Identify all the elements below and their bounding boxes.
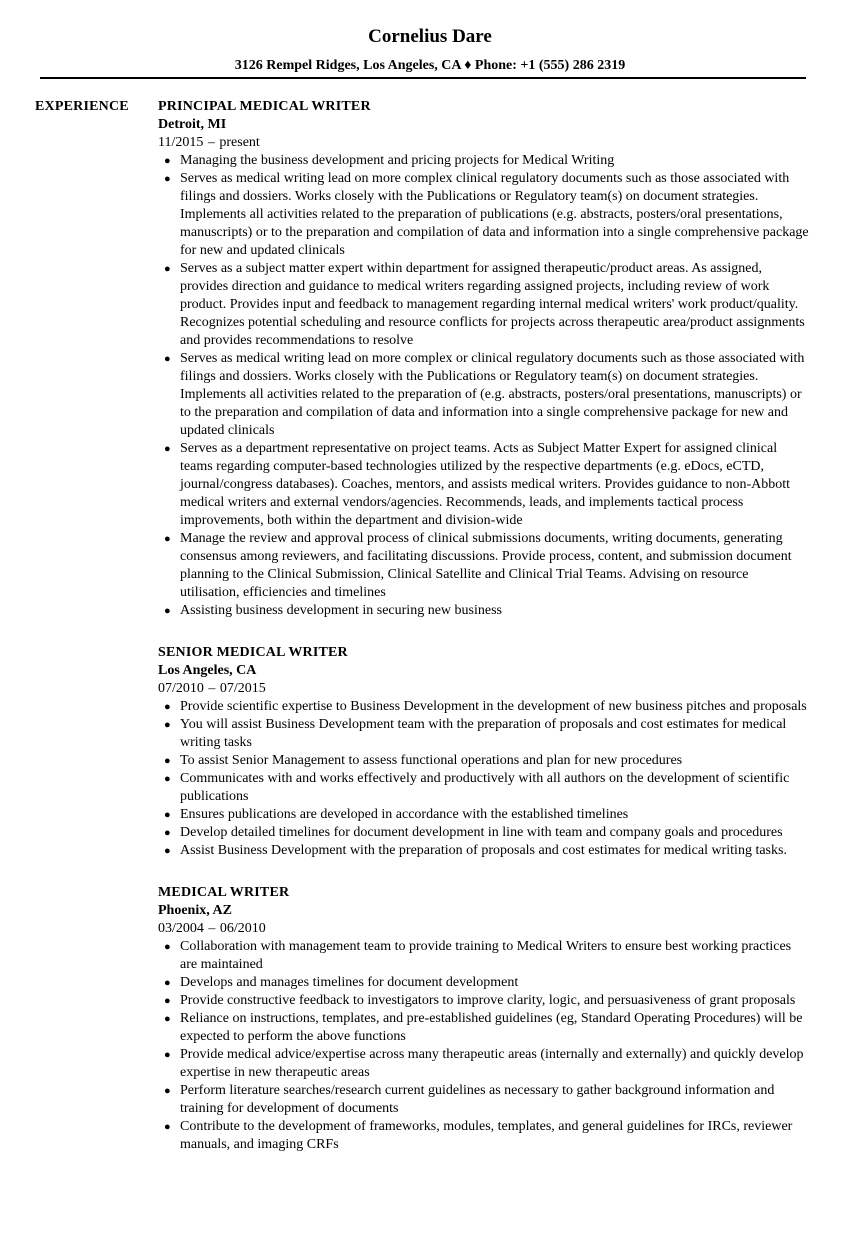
- bullet-text: Serves as a subject matter expert within department for assigned therapeutic/product areas. As assigned, provides direction and guidance to medical writers regarding assigned projects, including review of work product. Provides input and feedback to management regarding internal medical writers' work product/quality. Recognizes potential scheduling and resource conflicts for projects across therapeutic area/product assignments and provides recommendations to resolve: [180, 261, 805, 348]
- bullet-icon: ●: [164, 827, 171, 839]
- bullet-icon: ●: [164, 173, 171, 185]
- bullet-text: Develops and manages timelines for document development: [180, 975, 519, 990]
- bullet-item: [158, 440, 810, 530]
- bullet-item: [158, 770, 810, 806]
- bullet-text: Communicates with and works effectively and productively with all authors on the development of scientific publications: [180, 771, 790, 804]
- bullet-icon: ●: [164, 605, 171, 617]
- bullet-item: [158, 824, 810, 842]
- bullet-text: To assist Senior Management to assess functional operations and plan for new procedures: [180, 753, 683, 768]
- bullet-text: Reliance on instructions, templates, and pre-established guidelines (eg, Standard Operating Procedures) will be expected to perform the above functions: [180, 1011, 803, 1044]
- bullet-icon: ●: [164, 809, 171, 821]
- job-dates: 11/2015 – present: [158, 135, 260, 150]
- bullet-icon: ●: [164, 443, 171, 455]
- bullet-icon: ●: [164, 155, 171, 167]
- job-dates: 07/2010 – 07/2015: [158, 681, 266, 696]
- job-dates: 03/2004 – 06/2010: [158, 921, 266, 936]
- bullet-icon: ●: [164, 719, 171, 731]
- job-bullets: [158, 152, 810, 620]
- bullet-text: Provide medical advice/expertise across many therapeutic areas (internally and externally) and quickly develop expertise in new therapeutic areas: [180, 1047, 804, 1080]
- job-start-date: 07/2010: [158, 681, 204, 696]
- job-entry: [158, 884, 810, 1154]
- bullet-item: [158, 1118, 810, 1154]
- bullet-text: Develop detailed timelines for document development in line with team and company goals and procedures: [180, 825, 783, 840]
- bullet-icon: ●: [164, 941, 171, 953]
- contact-line: [0, 57, 860, 75]
- job-bullets: [158, 698, 810, 860]
- bullet-text: Ensures publications are developed in accordance with the established timelines: [180, 807, 629, 822]
- job-title: PRINCIPAL MEDICAL WRITER: [158, 99, 371, 114]
- bullet-item: [158, 752, 810, 770]
- bullet-item: [158, 938, 810, 974]
- bullet-item: [158, 974, 810, 992]
- bullet-icon: ●: [164, 995, 171, 1007]
- header-divider: [40, 77, 806, 79]
- resume-header: [0, 24, 860, 75]
- bullet-text: Serves as medical writing lead on more complex or clinical regulatory documents such as those associated with filings and dossiers. Works closely with the Publications or Regulatory team(s) on document strategies. Implements all activities related to the preparation of (e.g. abstracts, posters/oral presentations, manuscripts) or to the preparation and compilation of data and information into a single comprehensive package for new and updated clinicals: [180, 351, 805, 438]
- job-entry: [158, 644, 810, 860]
- bullet-text: Serves as a department representative on project teams. Acts as Subject Matter Expert for assigned clinical teams regarding computer-based technologies utilized by the respective departments (e.g. eDocs, eCTD, journal/congress databases). Coaches, mentors, and assists medical writers. Provides guidance to non-Abbott medical writers and external vendors/agencies. Recommends, leads, and implements tactical process improvements, both within the department and division-wide: [180, 441, 791, 528]
- bullet-text: You will assist Business Development team with the preparation of proposals and cost estimates for medical writing tasks: [180, 717, 787, 750]
- job-entry: [158, 98, 810, 620]
- job-start-date: 03/2004: [158, 921, 204, 936]
- candidate-name: Cornelius Dare: [368, 26, 492, 47]
- bullet-icon: ●: [164, 1013, 171, 1025]
- bullet-item: [158, 1046, 810, 1082]
- bullet-text: Serves as medical writing lead on more complex clinical regulatory documents such as those associated with filings and dossiers. Works closely with the Publications or Regulatory team(s) on document strategies. Implements all activities related to the preparation of publications (e.g. abstracts, posters/oral presentations, manuscripts) or to the preparation and compilation of data and information into a single comprehensive package for new and updated clinicals: [180, 171, 809, 258]
- job-bullets: [158, 938, 810, 1154]
- bullet-icon: ●: [164, 701, 171, 713]
- job-location: Los Angeles, CA: [158, 663, 257, 678]
- bullet-text: Perform literature searches/research current guidelines as necessary to gather background information and training for development of documents: [180, 1083, 775, 1116]
- job-location: Phoenix, AZ: [158, 903, 232, 918]
- bullet-icon: ●: [164, 533, 171, 545]
- bullet-text: Collaboration with management team to provide training to Medical Writers to ensure best working practices are maintained: [180, 939, 792, 972]
- bullet-item: [158, 1010, 810, 1046]
- bullet-icon: ●: [164, 773, 171, 785]
- contact-separator: ♦: [464, 58, 472, 73]
- bullet-icon: ●: [164, 1049, 171, 1061]
- address: 3126 Rempel Ridges, Los Angeles, CA: [234, 58, 461, 73]
- bullet-icon: ●: [164, 353, 171, 365]
- bullet-text: Managing the business development and pricing projects for Medical Writing: [180, 153, 615, 168]
- job-title: SENIOR MEDICAL WRITER: [158, 645, 348, 660]
- job-start-date: 11/2015: [158, 135, 204, 150]
- bullet-text: Provide scientific expertise to Business Development in the development of new business pitches and proposals: [180, 699, 807, 714]
- bullet-text: Assisting business development in securing new business: [180, 603, 502, 618]
- bullet-icon: ●: [164, 845, 171, 857]
- bullet-item: [158, 842, 810, 860]
- phone: Phone: +1 (555) 286 2319: [474, 58, 626, 73]
- bullet-text: Assist Business Development with the preparation of proposals and cost estimates for medical writing tasks.: [180, 843, 787, 858]
- job-end-date: 06/2010: [219, 921, 266, 936]
- bullet-icon: ●: [164, 1121, 171, 1133]
- bullet-icon: ●: [164, 1085, 171, 1097]
- bullet-item: [158, 350, 810, 440]
- bullet-item: [158, 530, 810, 602]
- bullet-icon: ●: [164, 755, 171, 767]
- bullet-text: Manage the review and approval process of clinical submissions documents, writing documents, generating consensus among reviewers, and facilitating discussions. Provide process, content, and submission document planning to the Clinical Submission, Clinical Satellite and Clinical Trial Teams. Advising on resource utilisation, efficiencies and timelines: [180, 531, 792, 600]
- bullet-item: [158, 260, 810, 350]
- section-label-experience: EXPERIENCE: [35, 99, 129, 114]
- bullet-item: [158, 152, 810, 170]
- bullet-text: Contribute to the development of frameworks, modules, templates, and general guidelines for IRCs, reviewer manuals, and imaging CRFs: [180, 1119, 793, 1152]
- bullet-text: Provide constructive feedback to investigators to improve clarity, logic, and persuasiveness of grant proposals: [180, 993, 796, 1008]
- bullet-item: [158, 1082, 810, 1118]
- job-title: MEDICAL WRITER: [158, 885, 290, 900]
- job-end-date: present: [219, 135, 260, 150]
- bullet-icon: ●: [164, 977, 171, 989]
- bullet-item: [158, 806, 810, 824]
- bullet-item: [158, 716, 810, 752]
- bullet-item: [158, 602, 810, 620]
- bullet-item: [158, 170, 810, 260]
- job-location: Detroit, MI: [158, 117, 227, 132]
- bullet-icon: ●: [164, 263, 171, 275]
- bullet-item: [158, 992, 810, 1010]
- experience-list: [158, 98, 810, 1154]
- bullet-item: [158, 698, 810, 716]
- job-end-date: 07/2015: [219, 681, 266, 696]
